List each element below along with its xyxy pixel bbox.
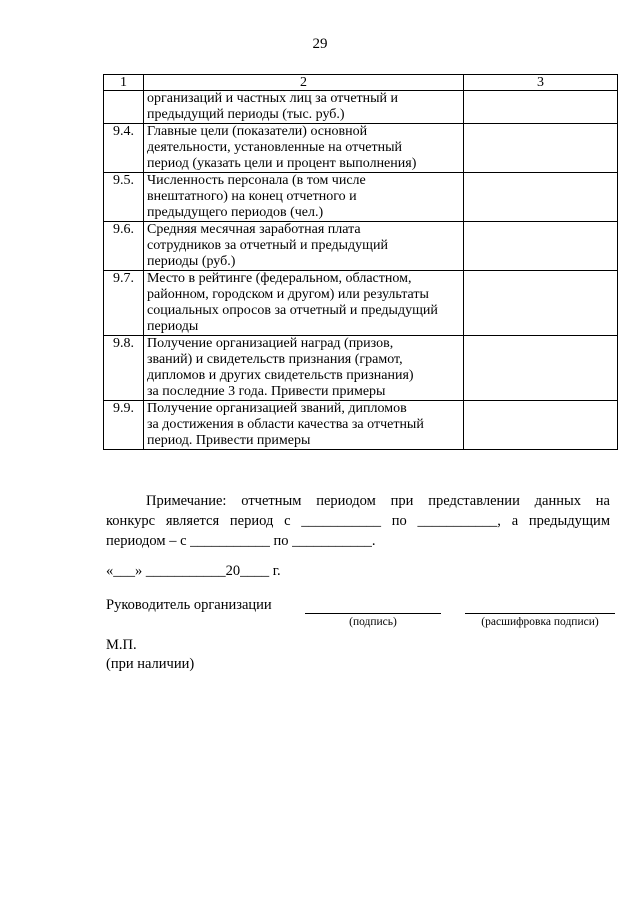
row-description-line: за последние 3 года. Привести примеры xyxy=(147,384,386,399)
row-description xyxy=(144,91,464,124)
row-number: 9.9. xyxy=(104,401,144,450)
column-header-3: 3 xyxy=(464,75,618,91)
row-description-line: внештатного) на конец отчетного и xyxy=(147,189,357,204)
signature-decoding-caption: (расшифровка подписи) xyxy=(481,616,599,628)
stamp-condition: (при наличии) xyxy=(106,656,195,672)
table-row xyxy=(104,91,618,124)
row-description-line: Получение организацией наград (призов, xyxy=(147,336,394,351)
table-row xyxy=(104,271,618,336)
row-value-cell[interactable] xyxy=(464,222,618,271)
stamp-label: М.П. xyxy=(106,637,137,653)
row-description-line: период. Привести примеры xyxy=(147,433,311,448)
row-value-cell[interactable] xyxy=(464,401,618,450)
table-header-row xyxy=(104,75,618,91)
note-line-2: конкурс является период с ___________ по ___________, а предыдущим xyxy=(106,513,610,529)
row-description-line: районном, городском и другом) или результаты xyxy=(147,287,429,302)
row-description-line: периоды (руб.) xyxy=(147,254,236,269)
table-row xyxy=(104,124,618,173)
row-description-line: организаций и частных лиц за отчетный и xyxy=(147,91,399,106)
row-description-line: Средняя месячная заработная плата xyxy=(147,222,361,237)
row-value-cell[interactable] xyxy=(464,271,618,336)
row-description-line: за достижения в области качества за отчетный xyxy=(147,417,424,432)
stamp-block xyxy=(106,636,194,674)
signature-caption: (подпись) xyxy=(349,616,397,628)
table-body xyxy=(104,91,618,450)
row-description xyxy=(144,124,464,173)
date-line: «___» ___________20____ г. xyxy=(106,563,281,579)
row-description-line: званий) и свидетельств признания (грамот, xyxy=(147,352,403,367)
row-description-line: социальных опросов за отчетный и предыдущий xyxy=(147,303,438,318)
signature-line xyxy=(305,613,441,614)
row-value-cell[interactable] xyxy=(464,173,618,222)
row-description-line: период (указать цели и процент выполнения) xyxy=(147,156,417,171)
row-description-line: Численность персонала (в том числе xyxy=(147,173,366,188)
row-description-line: периоды xyxy=(147,319,199,334)
table-row xyxy=(104,401,618,450)
indicators-table xyxy=(103,74,618,450)
row-number: 9.5. xyxy=(104,173,144,222)
row-number: 9.4. xyxy=(104,124,144,173)
page-number: 29 xyxy=(312,36,328,52)
row-description-line: Главные цели (показатели) основной xyxy=(147,124,368,139)
row-description-line: предыдущий периоды (тыс. руб.) xyxy=(147,107,345,122)
table-row xyxy=(104,222,618,271)
row-number: 9.6. xyxy=(104,222,144,271)
row-description-line: деятельности, установленные на отчетный xyxy=(147,140,402,155)
row-description-line: Получение организацией званий, дипломов xyxy=(147,401,407,416)
row-description xyxy=(144,336,464,401)
row-number: 9.7. xyxy=(104,271,144,336)
row-description xyxy=(144,401,464,450)
row-number: 9.8. xyxy=(104,336,144,401)
row-description-line: дипломов и других свидетельств признания) xyxy=(147,368,414,383)
row-description-line: предыдущего периодов (чел.) xyxy=(147,205,324,220)
row-value-cell[interactable] xyxy=(464,91,618,124)
row-number xyxy=(104,91,144,124)
column-header-2: 2 xyxy=(144,75,464,91)
signature-decoding-line xyxy=(465,613,615,614)
row-description xyxy=(144,222,464,271)
row-description-line: сотрудников за отчетный и предыдущий xyxy=(147,238,388,253)
table-row xyxy=(104,336,618,401)
table-row xyxy=(104,173,618,222)
column-header-1: 1 xyxy=(104,75,144,91)
note-paragraph xyxy=(106,491,610,551)
row-description-line: Место в рейтинге (федеральном, областном, xyxy=(147,271,412,286)
row-description xyxy=(144,271,464,336)
head-of-organization-label: Руководитель организации xyxy=(106,597,272,613)
note-line-3: периодом – с ___________ по ___________. xyxy=(106,533,376,549)
row-description xyxy=(144,173,464,222)
row-value-cell[interactable] xyxy=(464,124,618,173)
row-value-cell[interactable] xyxy=(464,336,618,401)
note-line-1: Примечание: отчетным периодом при представлении данных на xyxy=(146,493,610,509)
